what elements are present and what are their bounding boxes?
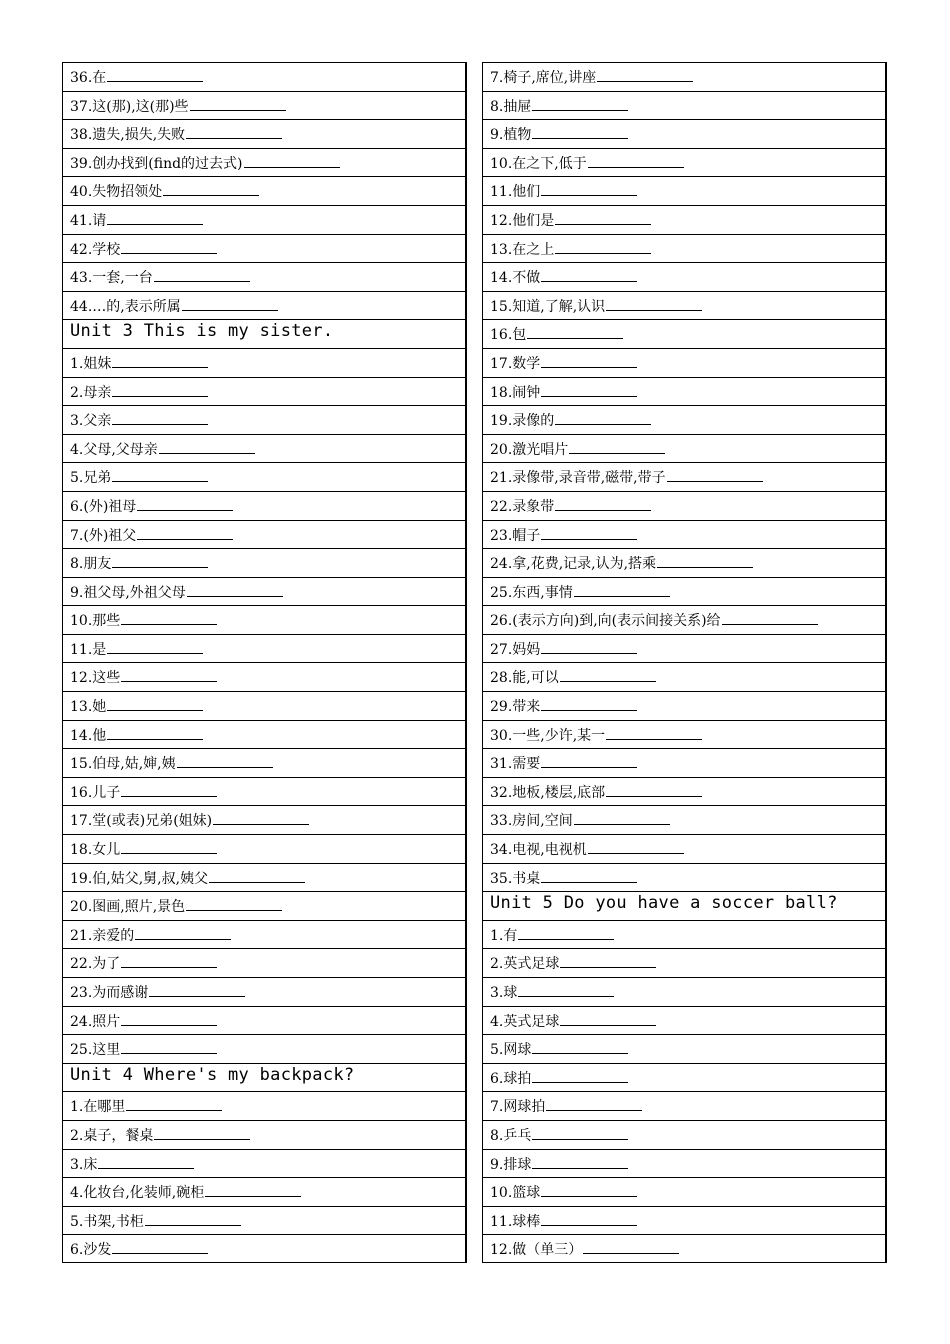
vocab-row — [483, 663, 885, 692]
vocab-row — [63, 1092, 465, 1121]
vocab-prompt: 9.排球 — [490, 1156, 532, 1173]
vocab-row — [483, 721, 885, 750]
vocab-prompt: 14.他 — [70, 727, 107, 744]
answer-blank[interactable] — [149, 982, 245, 997]
answer-blank[interactable] — [722, 610, 818, 625]
unit-heading — [483, 892, 885, 921]
vocab-prompt: 4.父母,父母亲 — [70, 441, 158, 458]
vocab-prompt: 10.在之下,低于 — [490, 155, 587, 172]
vocab-prompt: 7.椅子,席位,讲座 — [490, 70, 597, 86]
vocab-prompt: 29.带来 — [490, 699, 541, 716]
answer-blank[interactable] — [186, 124, 282, 139]
answer-blank[interactable] — [541, 267, 637, 282]
vocab-row — [63, 1207, 465, 1236]
vocab-prompt: 7.网球拍 — [490, 1099, 546, 1116]
vocab-row — [63, 492, 465, 521]
answer-blank[interactable] — [518, 982, 614, 997]
vocab-prompt: 11.是 — [70, 641, 107, 658]
vocab-prompt: 6.球拍 — [490, 1070, 532, 1087]
vocab-row — [483, 778, 885, 807]
answer-blank[interactable] — [107, 210, 203, 225]
vocab-prompt: 22.录象带 — [490, 498, 555, 515]
unit-title: Unit 3 This is my sister. — [70, 321, 334, 342]
answer-blank[interactable] — [541, 353, 637, 368]
answer-blank[interactable] — [107, 725, 203, 740]
vocab-row — [63, 120, 465, 149]
vocab-row — [63, 406, 465, 435]
vocab-prompt: 35.书桌 — [490, 870, 541, 887]
vocab-row — [483, 1207, 885, 1236]
vocab-prompt: 2.母亲 — [70, 384, 112, 401]
answer-blank[interactable] — [606, 296, 702, 311]
answer-blank[interactable] — [532, 1039, 628, 1054]
vocab-prompt: 30.一些,少许,某一 — [490, 727, 606, 744]
answer-blank[interactable] — [588, 153, 684, 168]
vocab-prompt: 19.录像的 — [490, 413, 555, 430]
vocab-prompt: 32.地板,楼层,底部 — [490, 784, 606, 801]
answer-blank[interactable] — [597, 67, 693, 82]
answer-blank[interactable] — [121, 610, 217, 625]
answer-blank[interactable] — [154, 1125, 250, 1140]
vocab-prompt: 31.需要 — [490, 756, 541, 773]
answer-blank[interactable] — [527, 324, 623, 339]
vocab-prompt: 38.遗失,损失,失败 — [70, 127, 186, 144]
vocab-row — [483, 177, 885, 206]
answer-blank[interactable] — [541, 696, 637, 711]
vocab-row — [63, 692, 465, 721]
vocab-row — [483, 206, 885, 235]
answer-blank[interactable] — [190, 96, 286, 111]
vocab-row — [63, 1007, 465, 1036]
answer-blank[interactable] — [107, 696, 203, 711]
answer-blank[interactable] — [541, 1211, 637, 1226]
vocab-row — [63, 521, 465, 550]
answer-blank[interactable] — [126, 1096, 222, 1111]
answer-blank[interactable] — [569, 439, 665, 454]
vocab-row — [483, 521, 885, 550]
answer-blank[interactable] — [546, 1096, 642, 1111]
answer-blank[interactable] — [541, 868, 637, 883]
answer-blank[interactable] — [112, 553, 208, 568]
vocab-row — [483, 635, 885, 664]
answer-blank[interactable] — [574, 582, 670, 597]
vocab-prompt: 8.抽屉 — [490, 98, 532, 115]
vocab-prompt: 2.英式足球 — [490, 956, 560, 973]
answer-blank[interactable] — [541, 181, 637, 196]
answer-blank[interactable] — [187, 582, 283, 597]
vocab-prompt: 13.她 — [70, 699, 107, 716]
vocab-row — [63, 578, 465, 607]
vocab-row — [63, 378, 465, 407]
answer-blank[interactable] — [135, 925, 231, 940]
vocab-prompt: 1.在哪里 — [70, 1099, 126, 1116]
vocab-prompt: 4.英式足球 — [490, 1013, 560, 1030]
answer-blank[interactable] — [112, 410, 208, 425]
answer-blank[interactable] — [121, 667, 217, 682]
vocab-row — [483, 864, 885, 893]
vocab-prompt: 24.拿,花费,记录,认为,搭乘 — [490, 556, 657, 573]
unit-title: Unit 4 Where's my backpack? — [70, 1064, 355, 1085]
vocab-prompt: 13.在之上 — [490, 241, 555, 258]
vocab-row — [483, 349, 885, 378]
vocab-row — [63, 1150, 465, 1179]
vocab-prompt: 8.乒乓 — [490, 1127, 532, 1144]
vocab-row — [483, 1007, 885, 1036]
vocab-prompt: 24.照片 — [70, 1013, 121, 1030]
answer-blank[interactable] — [121, 1039, 217, 1054]
answer-blank[interactable] — [121, 1011, 217, 1026]
vocab-row — [483, 320, 885, 349]
vocab-prompt: 44.…的,表示所属 — [70, 298, 181, 315]
vocab-row — [483, 1235, 885, 1264]
answer-blank[interactable] — [532, 124, 628, 139]
vocab-prompt: 27.妈妈 — [490, 641, 541, 658]
vocab-row — [483, 463, 885, 492]
vocab-row — [483, 63, 885, 92]
answer-blank[interactable] — [121, 239, 217, 254]
vocab-row — [483, 1178, 885, 1207]
vocab-row — [63, 921, 465, 950]
vocab-row — [483, 549, 885, 578]
vocab-row — [63, 635, 465, 664]
vocab-prompt: 41.请 — [70, 212, 107, 229]
answer-blank[interactable] — [154, 267, 250, 282]
vocab-prompt: 19.伯,姑父,舅,叔,姨父 — [70, 870, 209, 887]
answer-blank[interactable] — [163, 181, 259, 196]
answer-blank[interactable] — [213, 810, 309, 825]
vocab-row — [483, 578, 885, 607]
answer-blank[interactable] — [532, 96, 628, 111]
unit-title: Unit 5 Do you have a soccer ball? — [490, 893, 838, 914]
answer-blank[interactable] — [606, 782, 702, 797]
answer-blank[interactable] — [541, 382, 637, 397]
vocab-prompt: 42.学校 — [70, 241, 121, 258]
vocab-prompt: 16.儿子 — [70, 784, 121, 801]
vocab-row — [483, 1150, 885, 1179]
vocab-prompt: 23.帽子 — [490, 527, 541, 544]
answer-blank[interactable] — [112, 382, 208, 397]
right-vocabulary-column — [482, 62, 887, 1263]
vocab-prompt: 4.化妆台,化装师,碗柜 — [70, 1185, 205, 1202]
answer-blank[interactable] — [205, 1182, 301, 1197]
answer-blank[interactable] — [667, 467, 763, 482]
answer-blank[interactable] — [244, 153, 340, 168]
vocab-row — [63, 549, 465, 578]
answer-blank[interactable] — [657, 553, 753, 568]
vocab-prompt: 43.一套,一台 — [70, 270, 153, 287]
answer-blank[interactable] — [541, 639, 637, 654]
answer-blank[interactable] — [145, 1211, 241, 1226]
answer-blank[interactable] — [112, 353, 208, 368]
vocab-row — [483, 606, 885, 635]
vocab-prompt: 25.东西,事情 — [490, 584, 573, 601]
vocab-prompt: 3.球 — [490, 985, 518, 1001]
answer-blank[interactable] — [532, 1154, 628, 1169]
answer-blank[interactable] — [560, 667, 656, 682]
vocab-row — [483, 435, 885, 464]
vocab-row — [483, 235, 885, 264]
vocab-prompt: 8.朋友 — [70, 556, 112, 573]
answer-blank[interactable] — [532, 1068, 628, 1083]
vocab-row — [63, 835, 465, 864]
vocab-row — [483, 378, 885, 407]
vocab-row — [483, 492, 885, 521]
vocab-row — [483, 921, 885, 950]
vocab-row — [483, 835, 885, 864]
vocab-row — [63, 463, 465, 492]
answer-blank[interactable] — [606, 725, 702, 740]
vocab-prompt: 2.桌子，餐桌 — [70, 1127, 154, 1144]
vocab-prompt: 9.祖父母,外祖父母 — [70, 584, 186, 601]
vocab-row — [483, 292, 885, 321]
answer-blank[interactable] — [137, 496, 233, 511]
unit-heading — [63, 320, 465, 349]
vocab-prompt: 5.网球 — [490, 1042, 532, 1059]
vocab-row — [63, 1121, 465, 1150]
vocab-prompt: 28.能,可以 — [490, 670, 559, 687]
vocab-prompt: 34.电视,电视机 — [490, 842, 587, 859]
answer-blank[interactable] — [121, 839, 217, 854]
answer-blank[interactable] — [532, 1125, 628, 1140]
answer-blank[interactable] — [541, 1182, 637, 1197]
vocab-prompt: 6.(外)祖母 — [70, 498, 137, 515]
answer-blank[interactable] — [121, 782, 217, 797]
vocab-row — [483, 1064, 885, 1093]
vocab-prompt: 21.亲爱的 — [70, 927, 135, 944]
answer-blank[interactable] — [574, 810, 670, 825]
vocab-row — [483, 92, 885, 121]
answer-blank[interactable] — [555, 239, 651, 254]
vocab-prompt: 9.植物 — [490, 127, 532, 144]
answer-blank[interactable] — [560, 953, 656, 968]
answer-blank[interactable] — [518, 925, 614, 940]
vocab-row — [483, 949, 885, 978]
vocab-row — [483, 1092, 885, 1121]
answer-blank[interactable] — [98, 1154, 194, 1169]
vocab-row — [483, 749, 885, 778]
vocab-prompt: 11.他们 — [490, 184, 541, 201]
vocab-prompt: 3.床 — [70, 1156, 98, 1173]
vocab-row — [483, 692, 885, 721]
answer-blank[interactable] — [560, 1011, 656, 1026]
answer-blank[interactable] — [121, 953, 217, 968]
answer-blank[interactable] — [107, 67, 203, 82]
vocab-prompt: 10.那些 — [70, 613, 121, 630]
vocab-prompt: 12.他们是 — [490, 212, 555, 229]
vocab-row — [63, 978, 465, 1007]
answer-blank[interactable] — [209, 868, 305, 883]
vocab-prompt: 7.(外)祖父 — [70, 527, 137, 544]
vocab-row — [63, 92, 465, 121]
vocab-prompt: 23.为而感谢 — [70, 985, 149, 1001]
vocab-row — [483, 406, 885, 435]
vocab-prompt: 17.堂(或表)兄弟(姐妹) — [70, 813, 213, 830]
vocab-prompt: 33.房间,空间 — [490, 813, 573, 830]
answer-blank[interactable] — [112, 467, 208, 482]
answer-blank[interactable] — [159, 439, 255, 454]
vocab-prompt: 25.这里 — [70, 1042, 121, 1059]
vocab-row — [63, 149, 465, 178]
vocab-row — [63, 721, 465, 750]
vocab-prompt: 12.做（单三） — [490, 1242, 583, 1259]
vocab-row — [483, 120, 885, 149]
vocab-row — [63, 235, 465, 264]
vocab-prompt: 18.女儿 — [70, 842, 121, 859]
vocab-prompt: 37.这(那),这(那)些 — [70, 98, 189, 115]
vocab-row — [483, 1121, 885, 1150]
vocab-prompt: 16.包 — [490, 327, 527, 344]
vocab-prompt: 22.为了 — [70, 956, 121, 973]
vocab-row — [63, 949, 465, 978]
vocab-prompt: 40.失物招领处 — [70, 184, 163, 201]
vocab-row — [63, 177, 465, 206]
vocab-row — [483, 149, 885, 178]
vocab-prompt: 5.兄弟 — [70, 470, 112, 487]
answer-blank[interactable] — [541, 753, 637, 768]
answer-blank[interactable] — [541, 525, 637, 540]
vocab-row — [63, 892, 465, 921]
answer-blank[interactable] — [186, 896, 282, 911]
answer-blank[interactable] — [112, 1239, 208, 1254]
vocab-prompt: 20.激光唱片 — [490, 441, 569, 458]
left-vocabulary-column — [62, 62, 467, 1263]
vocab-row — [63, 63, 465, 92]
vocab-row — [63, 1178, 465, 1207]
vocab-prompt: 11.球棒 — [490, 1213, 541, 1230]
answer-blank[interactable] — [583, 1239, 679, 1254]
vocab-row — [483, 1035, 885, 1064]
vocab-prompt: 12.这些 — [70, 670, 121, 687]
vocab-row — [63, 435, 465, 464]
vocab-prompt: 15.知道,了解,认识 — [490, 298, 606, 315]
vocab-row — [63, 606, 465, 635]
answer-blank[interactable] — [182, 296, 278, 311]
vocab-prompt: 5.书架,书柜 — [70, 1213, 144, 1230]
vocab-prompt: 15.伯母,姑,婶,姨 — [70, 756, 176, 773]
answer-blank[interactable] — [555, 410, 651, 425]
vocab-prompt: 1.姐妹 — [70, 355, 112, 372]
vocab-prompt: 39.创办找到(find的过去式) — [70, 155, 243, 172]
vocab-prompt: 1.有 — [490, 927, 518, 944]
vocab-row — [63, 263, 465, 292]
answer-blank[interactable] — [107, 639, 203, 654]
answer-blank[interactable] — [177, 753, 273, 768]
vocab-row — [63, 349, 465, 378]
vocab-row — [63, 749, 465, 778]
vocab-row — [63, 864, 465, 893]
answer-blank[interactable] — [588, 839, 684, 854]
unit-heading — [63, 1064, 465, 1093]
vocab-row — [63, 778, 465, 807]
vocab-prompt: 6.沙发 — [70, 1242, 112, 1259]
vocab-row — [63, 806, 465, 835]
vocab-prompt: 36.在 — [70, 70, 107, 86]
vocab-prompt: 3.父亲 — [70, 413, 112, 430]
vocab-prompt: 20.图画,照片,景色 — [70, 899, 186, 916]
vocab-row — [63, 206, 465, 235]
vocab-prompt: 21.录像带,录音带,磁带,带子 — [490, 470, 666, 487]
vocab-row — [63, 1235, 465, 1264]
vocab-prompt: 10.篮球 — [490, 1185, 541, 1202]
answer-blank[interactable] — [555, 210, 651, 225]
vocab-row — [483, 978, 885, 1007]
vocab-row — [63, 663, 465, 692]
vocab-row — [483, 263, 885, 292]
vocab-prompt: 14.不做 — [490, 270, 541, 287]
vocab-row — [63, 292, 465, 321]
answer-blank[interactable] — [555, 496, 651, 511]
vocab-row — [63, 1035, 465, 1064]
vocab-row — [483, 806, 885, 835]
vocab-prompt: 18.闹钟 — [490, 384, 541, 401]
answer-blank[interactable] — [137, 525, 233, 540]
vocab-prompt: 26.(表示方向)到,向(表示间接关系)给 — [490, 613, 721, 630]
vocab-prompt: 17.数学 — [490, 355, 541, 372]
